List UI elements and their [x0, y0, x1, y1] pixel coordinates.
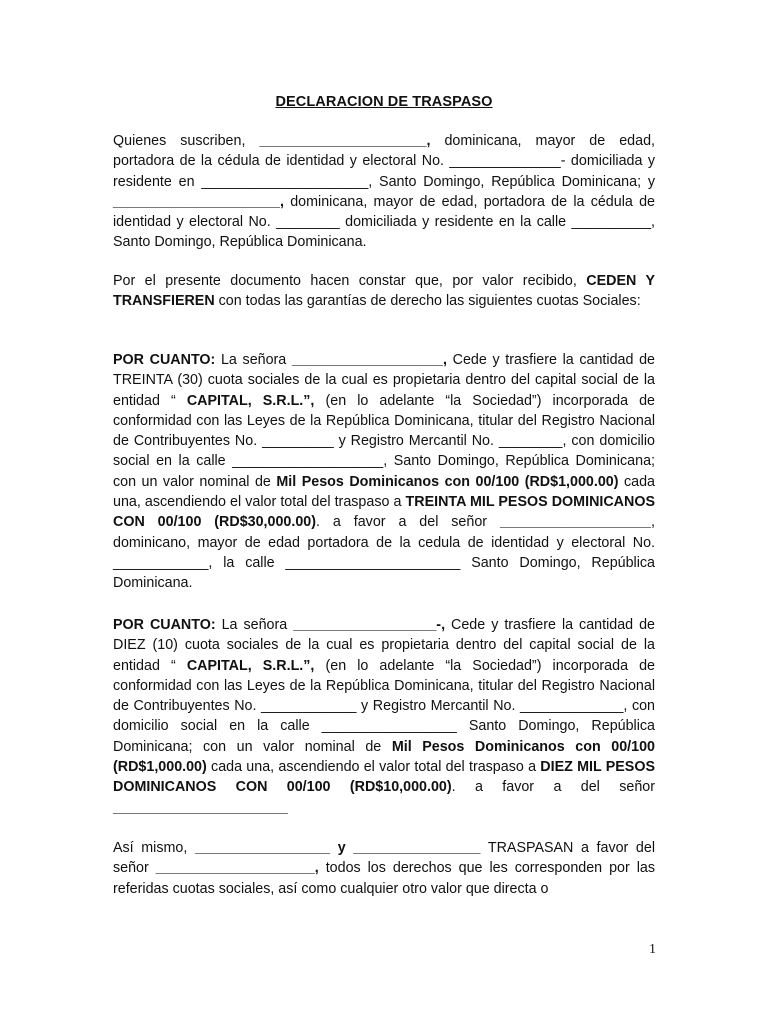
text-segment: Así mismo,: [113, 840, 195, 856]
blank-name: ___________________,: [291, 352, 447, 368]
clause-heading: POR CUANTO:: [113, 617, 216, 633]
text-segment: todos los derechos que les corresponden por las referidas cuotas sociales, así como cualquier otro valor que directa o: [113, 860, 655, 897]
text-segment: La señora: [215, 617, 294, 633]
text-segment: dominicana, mayor de edad, portadora de la cédula de identidad y electoral No. ________ domiciliada y residente en la calle __________, Santo Domingo, República Dominicana.: [113, 193, 655, 251]
text-segment: Quienes suscriben,: [113, 133, 260, 149]
text-segment: (en lo adelante “la Sociedad”) incorporada de conformidad con las Leyes de la República Dominicana, titular del Registro Nacional de Contribuyentes No. _________ y Registro Mercantil No. ________, con domicilio social en la calle ___________________, Santo Domingo, República Dominicana; con un valor nominal de: [113, 392, 656, 490]
text-segment: . a favor a del señor: [451, 779, 655, 796]
text-segment: dominicana, mayor de edad, portadora de la cédula de identidad y electoral No. ______________- domiciliada y residente en _____________________, Santo Domingo, República Dominicana; y: [113, 133, 655, 190]
text-segment: Por el presente documento hacen constar que, por valor recibido,: [113, 273, 587, 289]
blank-names: _________________ y ________________: [194, 840, 481, 856]
text-segment: cada una, ascendiendo el valor total del traspaso a: [113, 473, 655, 511]
blank-buyer: ______________________: [113, 799, 288, 816]
paragraph-por-cuanto-2: [113, 615, 655, 818]
text-segment: . a favor a del señor: [316, 514, 500, 531]
paragraph-asi-mismo: [113, 838, 655, 899]
text-segment: (en lo adelante “la Sociedad”) incorporada de conformidad con las Leyes de la República Dominicana, titular del Registro Nacional de Contribuyentes No. ____________ y Registro Mercantil No. _____________, con domicilio social en la calle _________________ Santo Domingo, República Dominicana; con un valor nominal de: [113, 657, 656, 755]
nominal-value: Mil Pesos Dominicanos con 00/100 (RD$1,000.00): [276, 473, 619, 490]
clause-heading: POR CUANTO:: [113, 352, 216, 368]
bold-text: CEDEN Y TRANSFIEREN: [113, 273, 656, 310]
text-segment: con todas las garantías de derecho las siguientes cuotas Sociales:: [214, 293, 641, 310]
total-value: TREINTA MIL PESOS DOMINICANOS CON 00/100 (RD$30,000.00): [113, 494, 655, 531]
blank-buyer: ____________________,: [155, 860, 319, 877]
text-segment: , dominicano, mayor de edad portadora de la cedula de identidad y electoral No. ____________, la calle ______________________ Santo Domingo, República Dominicana.: [113, 514, 655, 592]
company-name: CAPITAL, S.R.L.”,: [186, 392, 315, 409]
blank-name: __________________-,: [293, 617, 446, 633]
total-value: DIEZ MIL PESOS DOMINICANOS CON 00/100 (RD$10,000.00): [113, 759, 656, 796]
text-segment: TRASPASAN a favor del señor: [113, 840, 656, 877]
blank-name-2: _____________________,: [113, 193, 284, 210]
text-segment: Cede y trasfiere la cantidad de DIEZ (10) cuota sociales de la cual es propietaria dentro del capital social de la entidad “: [113, 617, 655, 674]
nominal-value: Mil Pesos Dominicanos con 00/100 (RD$1,000.00): [113, 738, 655, 776]
company-name: CAPITAL, S.R.L.”,: [186, 657, 315, 674]
paragraph-declaration: [113, 271, 655, 312]
blank-buyer: ___________________: [499, 514, 652, 531]
document-title: DECLARACION DE TRASPASO: [275, 94, 493, 110]
blank-name-1: _____________________,: [259, 133, 431, 149]
page-number: 1: [649, 942, 656, 957]
text-segment: La señora: [215, 352, 292, 368]
text-segment: Cede y trasfiere la cantidad de TREINTA (30) cuota sociales de la cual es propietaria dentro del capital social de la entidad “: [113, 352, 656, 409]
paragraph-por-cuanto-1: [113, 350, 655, 594]
text-segment: cada una, ascendiendo el valor total del traspaso a: [206, 759, 541, 776]
paragraph-parties: [113, 131, 655, 253]
